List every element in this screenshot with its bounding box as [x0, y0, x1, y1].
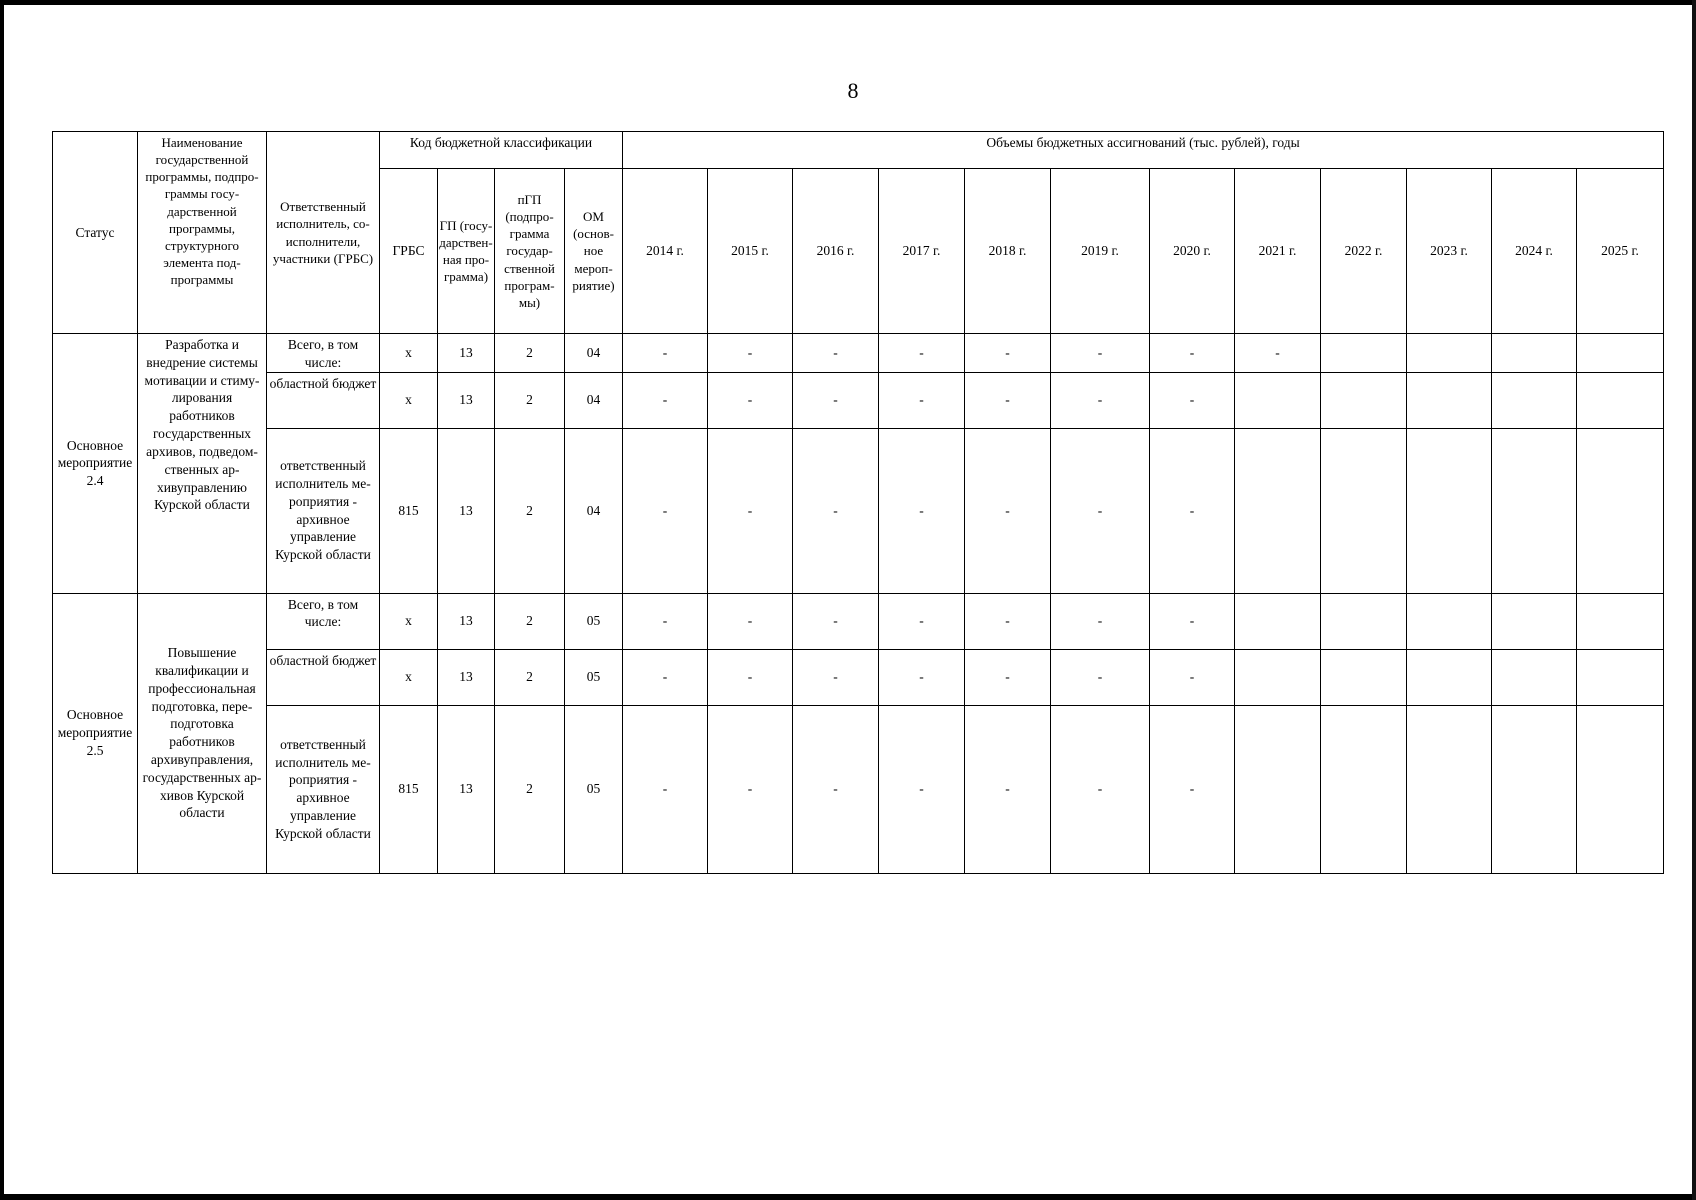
year-value-cell: -: [1051, 593, 1150, 649]
year-value-cell: [1321, 428, 1407, 593]
year-value-cell: [1407, 593, 1492, 649]
name-cell: Разработка и внедрение системы мотивации и стимулирования работников государственных архивов, подведомственных архивуправлению Курской области: [138, 334, 267, 594]
header-year: 2023 г.: [1407, 169, 1492, 334]
gp-cell: 13: [438, 705, 495, 873]
table-row: [53, 334, 1664, 373]
pgp-cell: 2: [495, 705, 565, 873]
executor-cell: областной бюджет: [267, 372, 380, 428]
year-value-cell: -: [965, 372, 1051, 428]
year-value-cell: -: [879, 428, 965, 593]
header-year: 2017 г.: [879, 169, 965, 334]
year-value-cell: -: [623, 649, 708, 705]
page-number: 8: [847, 78, 859, 103]
year-value-cell: [1492, 334, 1577, 373]
status-cell: Основное мероприятие 2.5: [53, 593, 138, 873]
om-cell: 04: [565, 428, 623, 593]
om-cell: 05: [565, 649, 623, 705]
grbs-cell: 815: [380, 428, 438, 593]
om-cell: 05: [565, 593, 623, 649]
year-value-cell: -: [879, 372, 965, 428]
om-cell: 05: [565, 705, 623, 873]
year-value-cell: -: [965, 334, 1051, 373]
year-value-cell: [1577, 593, 1664, 649]
table-row: [53, 593, 1664, 649]
pgp-cell: 2: [495, 428, 565, 593]
year-value-cell: [1235, 705, 1321, 873]
year-value-cell: -: [793, 649, 879, 705]
year-value-cell: -: [623, 334, 708, 373]
year-value-cell: -: [1150, 334, 1235, 373]
year-value-cell: -: [965, 705, 1051, 873]
year-value-cell: -: [879, 649, 965, 705]
year-value-cell: -: [623, 372, 708, 428]
year-value-cell: -: [793, 334, 879, 373]
year-value-cell: -: [708, 372, 793, 428]
gp-cell: 13: [438, 372, 495, 428]
table-row: [53, 649, 1664, 705]
name-cell: Повышение квалификации и профессиональная подготовка, переподготовка работников архивуправления, государственных архивов Курской области: [138, 593, 267, 873]
year-value-cell: -: [879, 334, 965, 373]
executor-cell: областной бюджет: [267, 649, 380, 705]
year-value-cell: [1407, 428, 1492, 593]
scan-edge-right: [1692, 0, 1696, 1200]
executor-cell: ответственный исполнитель мероприятия - архивное управление Курской области: [267, 705, 380, 873]
year-value-cell: -: [1051, 372, 1150, 428]
year-value-cell: [1492, 705, 1577, 873]
header-gp: ГП (государственная программа): [438, 169, 495, 334]
status-cell: Основное мероприятие 2.4: [53, 334, 138, 594]
year-value-cell: -: [1235, 334, 1321, 373]
header-volumes-group: Объемы бюджетных ассигнований (тыс. рублей), годы: [623, 132, 1664, 169]
year-value-cell: -: [623, 593, 708, 649]
year-value-cell: -: [879, 705, 965, 873]
grbs-cell: х: [380, 649, 438, 705]
header-kbk-group: Код бюджетной классификации: [380, 132, 623, 169]
year-value-cell: -: [793, 372, 879, 428]
header-year: 2018 г.: [965, 169, 1051, 334]
year-value-cell: -: [1150, 705, 1235, 873]
header-year: 2025 г.: [1577, 169, 1664, 334]
scan-edge-top: [0, 0, 1696, 5]
year-value-cell: [1321, 705, 1407, 873]
year-value-cell: -: [1051, 428, 1150, 593]
header-year: 2022 г.: [1321, 169, 1407, 334]
year-value-cell: [1577, 705, 1664, 873]
header-year: 2016 г.: [793, 169, 879, 334]
year-value-cell: [1492, 593, 1577, 649]
pgp-cell: 2: [495, 372, 565, 428]
year-value-cell: -: [793, 593, 879, 649]
year-value-cell: [1577, 372, 1664, 428]
header-year: 2014 г.: [623, 169, 708, 334]
scan-edge-left: [0, 0, 4, 1200]
table-row: [53, 705, 1664, 873]
gp-cell: 13: [438, 593, 495, 649]
header-executor: Ответственный исполнитель, соисполнители, участники (ГРБС): [267, 132, 380, 334]
year-value-cell: [1321, 649, 1407, 705]
year-value-cell: -: [1051, 334, 1150, 373]
year-value-cell: [1321, 593, 1407, 649]
header-status: Статус: [53, 132, 138, 334]
year-value-cell: -: [708, 649, 793, 705]
year-value-cell: -: [708, 428, 793, 593]
year-value-cell: -: [965, 593, 1051, 649]
table-row: [53, 372, 1664, 428]
header-name: Наименование государственной программы, подпрограммы государственной программы, структурного элемента подпрограммы: [138, 132, 267, 334]
grbs-cell: х: [380, 334, 438, 373]
year-value-cell: [1235, 649, 1321, 705]
year-value-cell: [1492, 372, 1577, 428]
header-year: 2021 г.: [1235, 169, 1321, 334]
gp-cell: 13: [438, 649, 495, 705]
gp-cell: 13: [438, 428, 495, 593]
year-value-cell: -: [1150, 649, 1235, 705]
grbs-cell: х: [380, 593, 438, 649]
header-year: 2024 г.: [1492, 169, 1577, 334]
year-value-cell: [1407, 705, 1492, 873]
scan-edge-bottom: [0, 1194, 1696, 1200]
grbs-cell: х: [380, 372, 438, 428]
header-year: 2020 г.: [1150, 169, 1235, 334]
year-value-cell: [1577, 649, 1664, 705]
budget-table: [52, 131, 1664, 874]
header-om: ОМ (основное мероприятие): [565, 169, 623, 334]
year-value-cell: [1492, 649, 1577, 705]
header-year: 2019 г.: [1051, 169, 1150, 334]
year-value-cell: -: [793, 428, 879, 593]
executor-cell: ответственный исполнитель мероприятия - архивное управление Курской области: [267, 428, 380, 593]
year-value-cell: -: [965, 649, 1051, 705]
year-value-cell: -: [623, 428, 708, 593]
header-grbs: ГРБС: [380, 169, 438, 334]
year-value-cell: -: [708, 334, 793, 373]
year-value-cell: -: [1150, 593, 1235, 649]
year-value-cell: -: [793, 705, 879, 873]
om-cell: 04: [565, 372, 623, 428]
header-pgp: пГП (подпрограмма государственной программы): [495, 169, 565, 334]
year-value-cell: [1321, 372, 1407, 428]
year-value-cell: -: [1051, 649, 1150, 705]
year-value-cell: [1235, 428, 1321, 593]
year-value-cell: -: [1150, 428, 1235, 593]
year-value-cell: -: [708, 705, 793, 873]
pgp-cell: 2: [495, 334, 565, 373]
om-cell: 04: [565, 334, 623, 373]
header-year: 2015 г.: [708, 169, 793, 334]
year-value-cell: -: [879, 593, 965, 649]
executor-cell: Всего, в том числе:: [267, 334, 380, 373]
year-value-cell: -: [708, 593, 793, 649]
year-value-cell: [1407, 372, 1492, 428]
year-value-cell: -: [623, 705, 708, 873]
year-value-cell: -: [1150, 372, 1235, 428]
table-row: [53, 428, 1664, 593]
year-value-cell: [1407, 649, 1492, 705]
year-value-cell: [1577, 334, 1664, 373]
year-value-cell: [1235, 372, 1321, 428]
year-value-cell: [1407, 334, 1492, 373]
header-row-1: [53, 132, 1664, 169]
year-value-cell: [1321, 334, 1407, 373]
year-value-cell: [1577, 428, 1664, 593]
grbs-cell: 815: [380, 705, 438, 873]
year-value-cell: -: [965, 428, 1051, 593]
pgp-cell: 2: [495, 593, 565, 649]
executor-cell: Всего, в том числе:: [267, 593, 380, 649]
year-value-cell: [1492, 428, 1577, 593]
year-value-cell: -: [1051, 705, 1150, 873]
year-value-cell: [1235, 593, 1321, 649]
gp-cell: 13: [438, 334, 495, 373]
pgp-cell: 2: [495, 649, 565, 705]
